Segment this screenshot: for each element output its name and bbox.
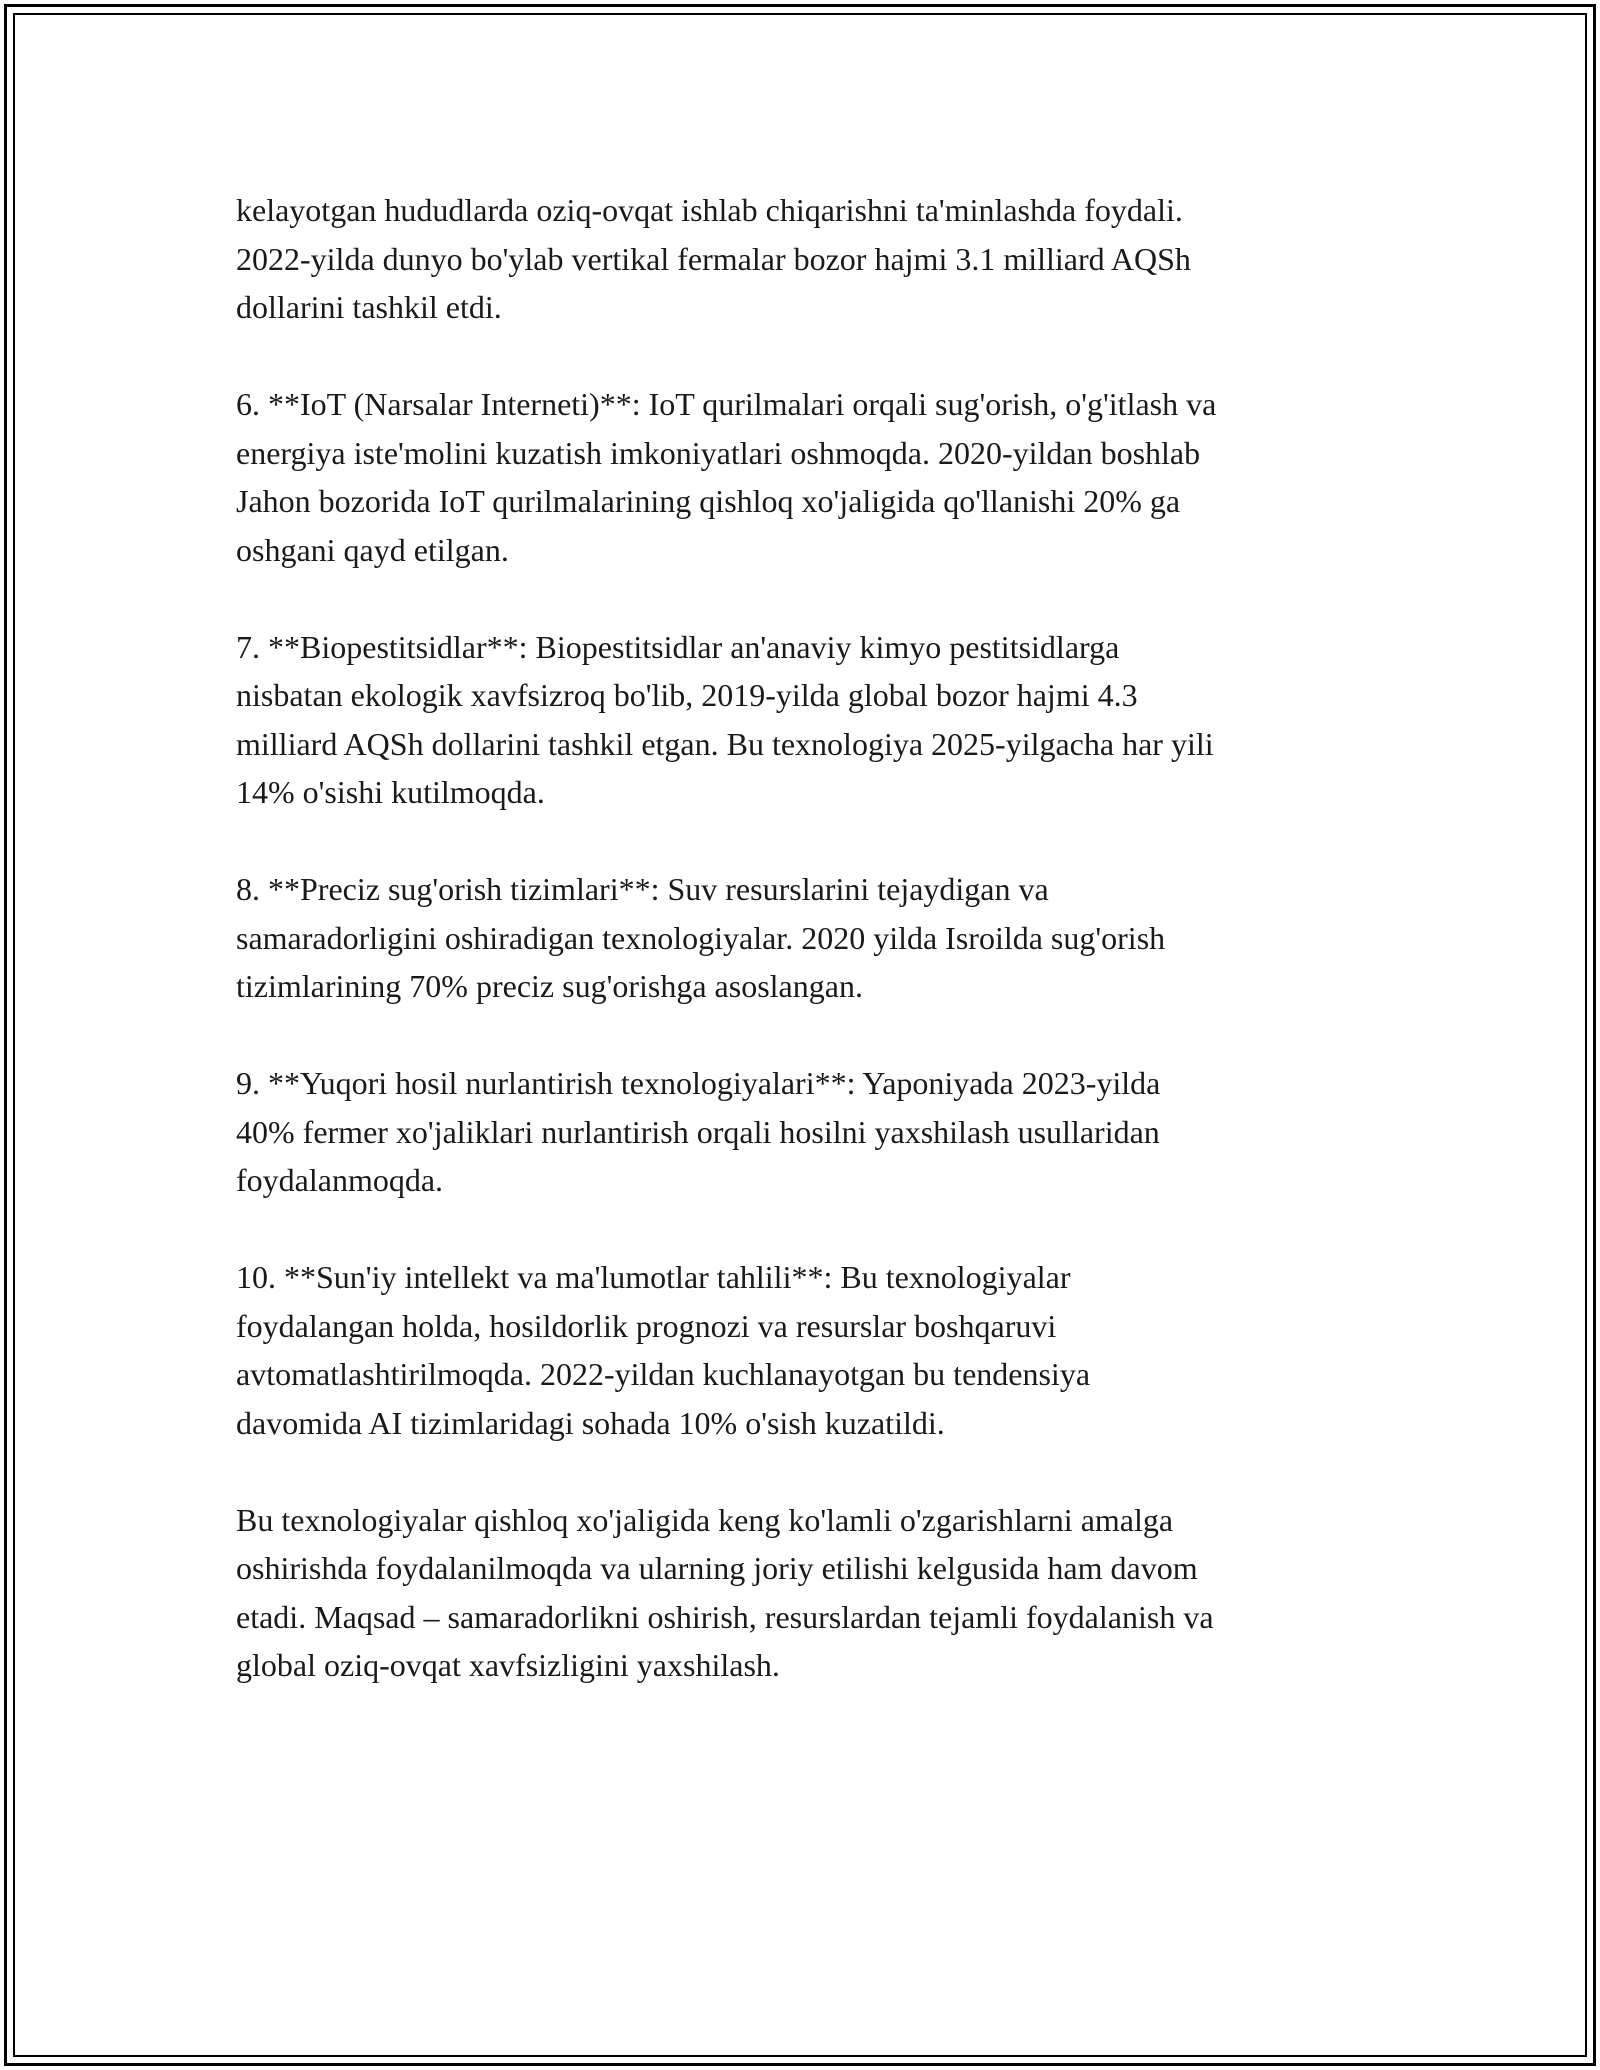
document-body [236, 186, 1376, 1738]
paragraph-conclusion: Bu texnologiyalar qishloq xo'jaligida keng ko'lamli o'zgarishlarni amalga oshirishda foydalanilmoqda va ularning joriy etilishi kelgusida ham davom etadi. Maqsad – samaradorlikni oshirish, resurslardan tejamli foydalanish va global oziq-ovqat xavfsizligini yaxshilash. [236, 1501, 1214, 1683]
paragraph-biopesticides: 7. **Biopestitsidlar**: Biopestitsidlar an'anaviy kimyo pestitsidlarga nisbatan ekologik xavfsizroq bo'lib, 2019-yilda global bozor hajmi 4.3 milliard AQSh dollarini tashkil etgan. Bu texnologiya 2025-yilgacha har yili 14% o'sishi kutilmoqda. [236, 628, 1214, 810]
paragraph-precision-irrigation: 8. **Preciz sug'orish tizimlari**: Suv resurslarini tejaydigan va samaradorligini oshiradigan texnologiyalar. 2020 yilda Isroilda sug'orish tizimlarining 70% preciz sug'orishga asoslangan. [236, 871, 1166, 1004]
paragraph-iot: 6. **IoT (Narsalar Interneti)**: IoT qurilmalari orqali sug'orish, o'g'itlash va energiya iste'molini kuzatish imkoniyatlari oshmoqda. 2020-yildan boshlab Jahon bozorida IoT qurilmalarining qishloq xo'jaligida qo'llanishi 20% ga oshgani qayd etilgan. [236, 386, 1217, 568]
paragraph-ai-analytics: 10. **Sun'iy intellekt va ma'lumotlar tahlili**: Bu texnologiyalar foydalangan holda, hosildorlik prognozi va resurslar boshqaruvi avtomatlashtirilmoqda. 2022-yildan kuchlanayotgan bu tendensiya davomida AI tizimlaridagi sohada 10% o'sish kuzatildi. [236, 1259, 1091, 1441]
paragraph-vertical-farms: kelayotgan hududlarda oziq-ovqat ishlab chiqarishni ta'minlashda foydali. 2022-yilda dunyo bo'ylab vertikal fermalar bozor hajmi 3.1 milliard AQSh dollarini tashkil etdi. [236, 192, 1191, 325]
paragraph-irradiation: 9. **Yuqori hosil nurlantirish texnologiyalari**: Yaponiyada 2023-yilda 40% fermer xo'jaliklari nurlantirish orqali hosilni yaxshilash usullaridan foydalanmoqda. [236, 1065, 1161, 1198]
